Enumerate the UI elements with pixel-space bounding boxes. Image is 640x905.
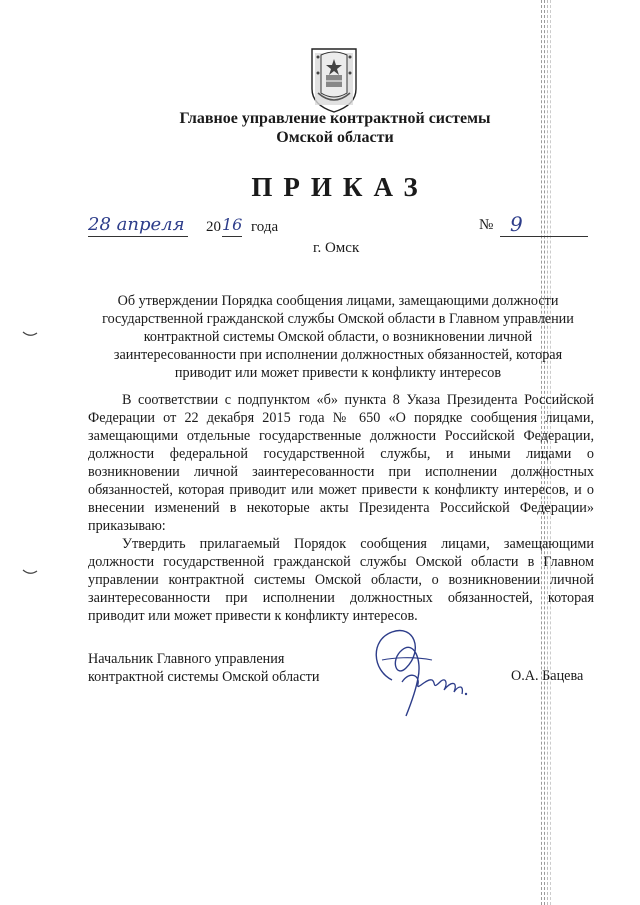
signer-position-line2: контрактной системы Омской области bbox=[88, 669, 320, 685]
document-title: ПРИКАЗ bbox=[251, 172, 429, 202]
punch-mark-icon bbox=[22, 330, 38, 338]
number-underline bbox=[500, 236, 588, 237]
order-body bbox=[88, 391, 594, 625]
order-date-day-month: 28 апреля bbox=[88, 214, 185, 235]
body-paragraph: В соответствии с подпунктом «б» пункта 8 Указа Президента Российской Федерации от 22 декабря 2015 года № 650 «О порядке сообщения лицами, замещающими отдельные государственные должности Российской Федерации, должности федеральной государственной службы, и иными лицами о возникновении личной заинтересованности при исполнении должностных обязанностей, которая приводит или может привести к конфликту интересов, и о внесении изменений в некоторые акты Президента Российской Федерации» приказываю: bbox=[88, 392, 594, 534]
signer-position-line1: Начальник Главного управления bbox=[88, 651, 285, 667]
signer-name: О.А. Бацева bbox=[511, 668, 584, 684]
order-number-sign: № bbox=[479, 217, 494, 233]
handwritten-signature bbox=[362, 620, 472, 720]
punch-mark-icon bbox=[22, 568, 38, 576]
signer-position bbox=[88, 650, 319, 686]
organization-name-line1: Главное управление контрактной системы bbox=[179, 110, 491, 127]
order-subject: Об утверждении Порядка сообщения лицами, замещающими должности государственной гражданской службы Омской области в Главном управлении контрактной системы Омской области, о возникновении личной заинтересованности при исполнении должностных обязанностей, которая приводит или может привести к конфликту интересов bbox=[102, 293, 574, 381]
order-year-suffix: 16 bbox=[222, 215, 243, 234]
organization-name-line2: Омской области bbox=[276, 129, 394, 146]
order-year-prefix: 20 bbox=[206, 219, 221, 235]
year-underline bbox=[222, 236, 242, 237]
order-number: 9 bbox=[510, 212, 523, 236]
coat-of-arms-icon bbox=[304, 45, 364, 115]
date-underline bbox=[88, 236, 188, 237]
order-city: г. Омск bbox=[313, 240, 360, 256]
body-paragraph: Утвердить прилагаемый Порядок сообщения лицами, замещающими должности государственной гражданской службы Омской области в Главном управлении контрактной системы Омской области, о возникновении личной заинтересованности при исполнении должностных обязанностей, которая приводит или может привести к конфликту интересов. bbox=[88, 536, 594, 624]
order-year-word: года bbox=[251, 219, 279, 235]
